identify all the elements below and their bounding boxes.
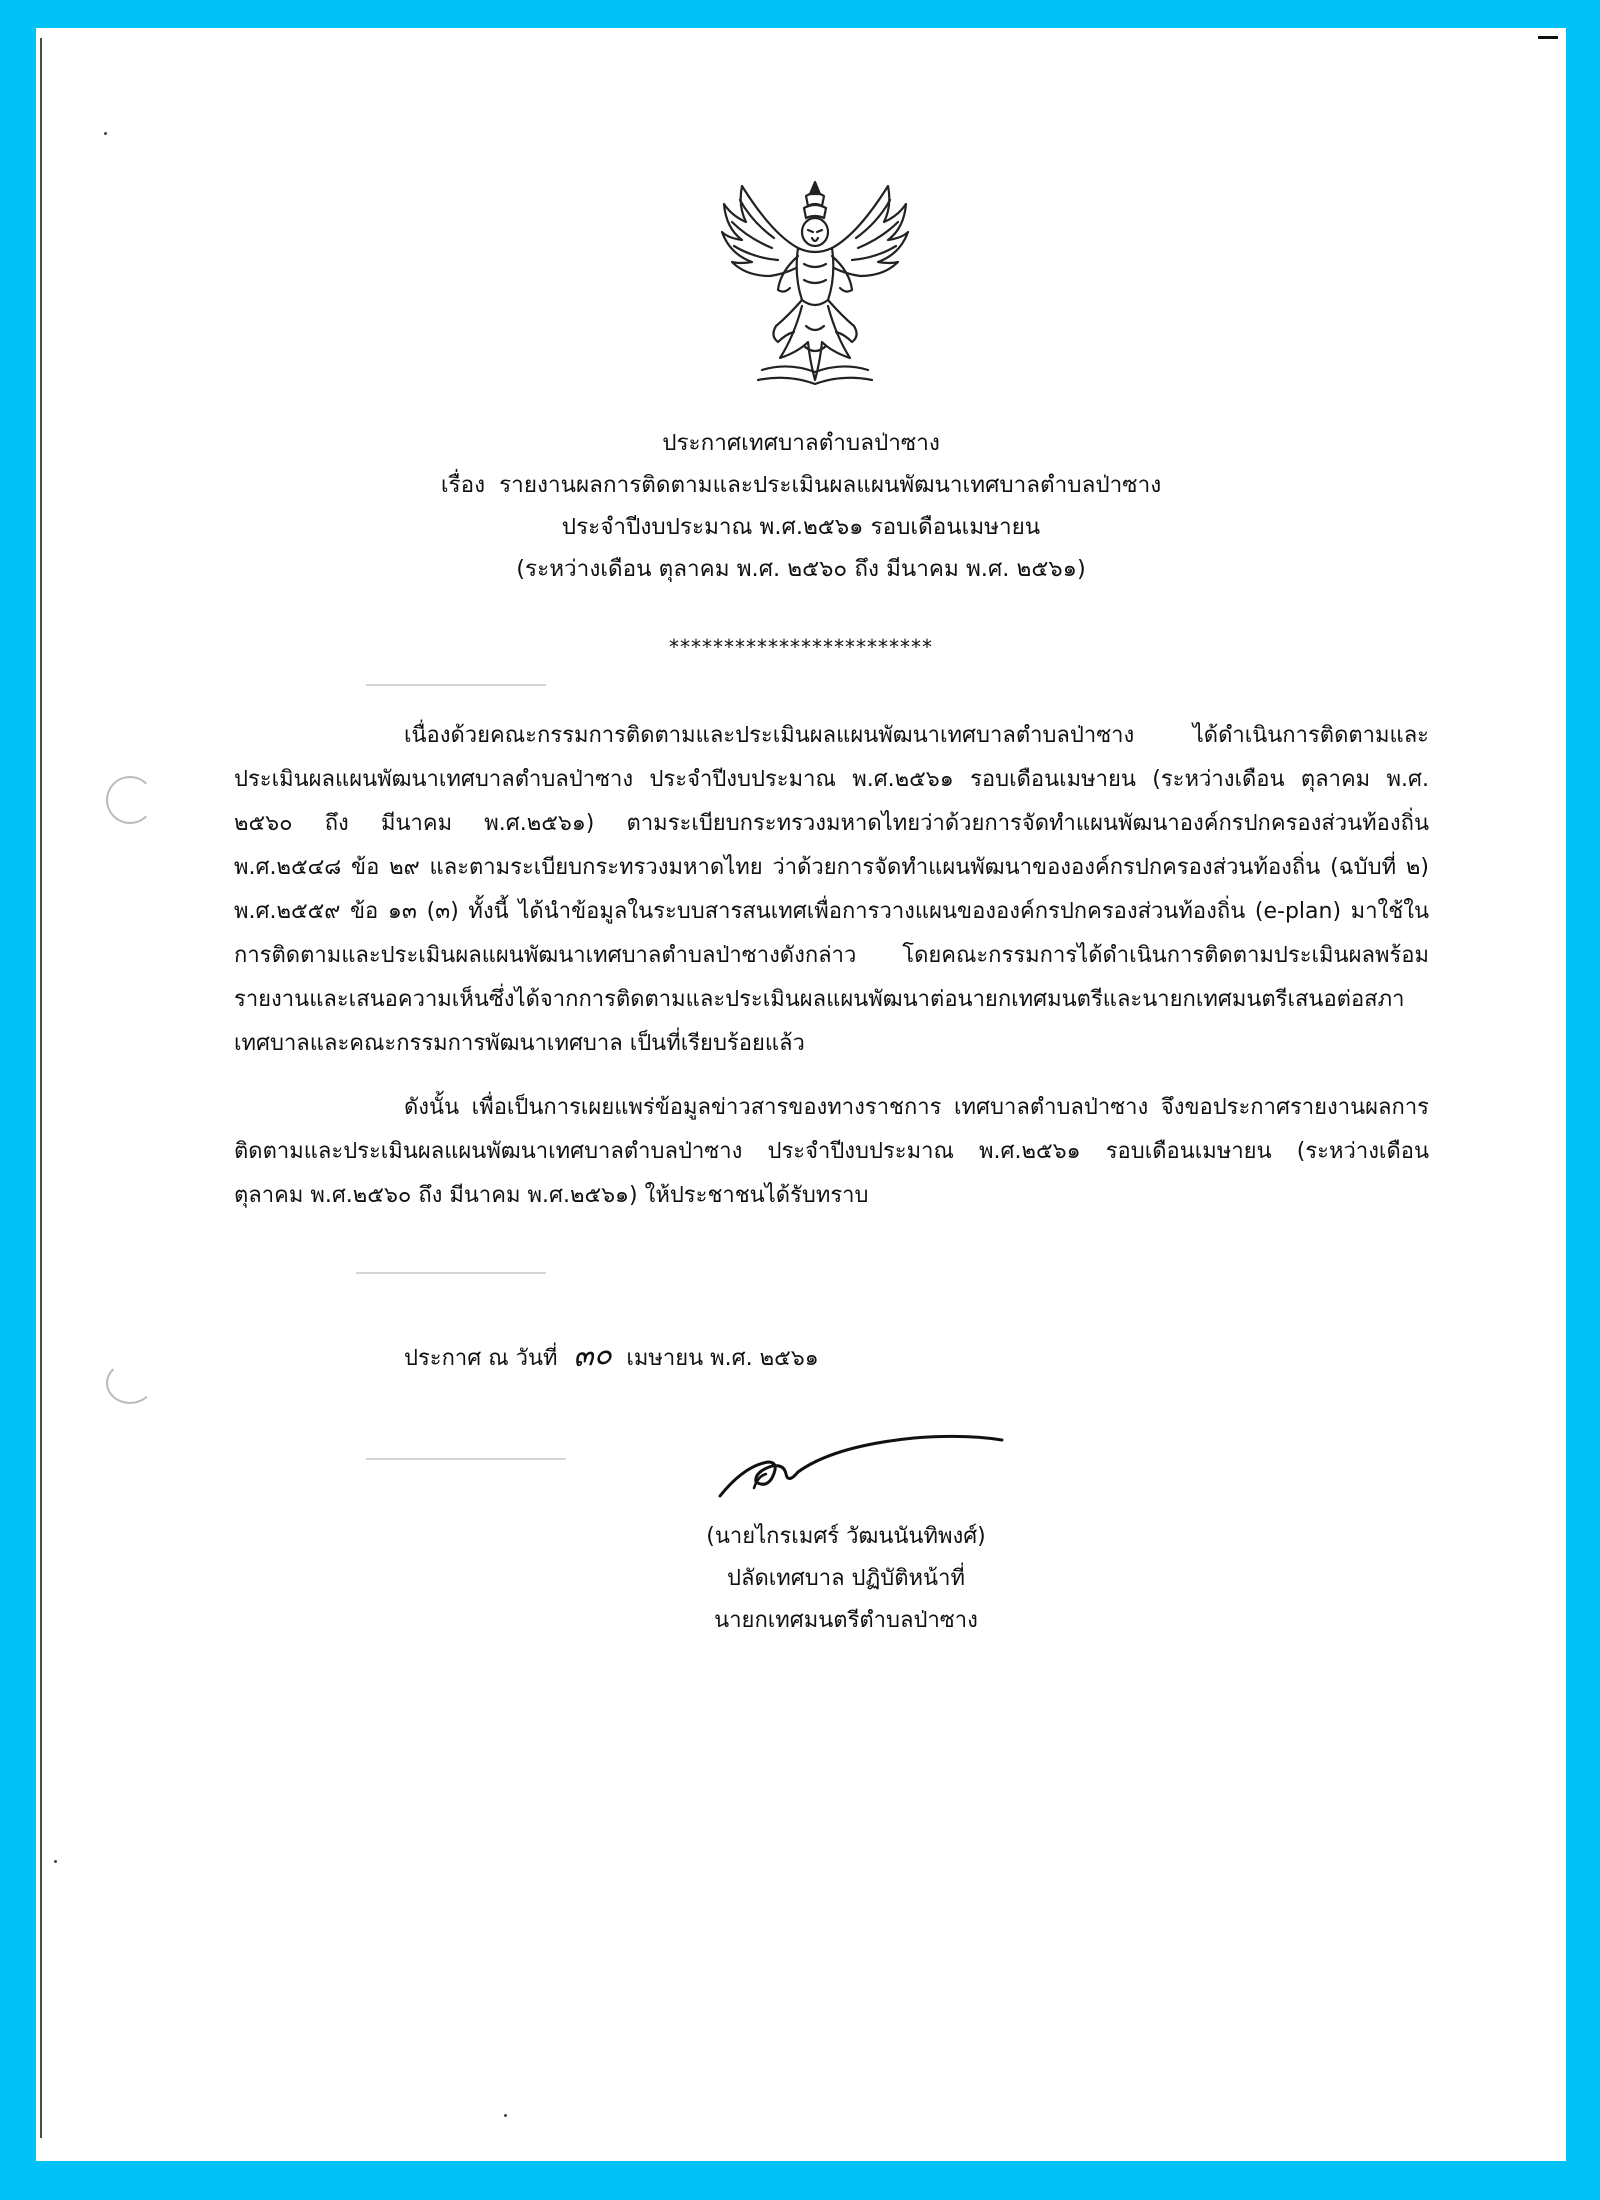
announcement-date: [404, 1336, 819, 1379]
scan-edge-line: [40, 38, 42, 2138]
fiscal-year-line: ประจำปีงบประมาณ พ.ศ.๒๕๖๑ รอบเดือนเมษายน: [561, 514, 1041, 540]
date-prefix: ประกาศ ณ วันที่: [404, 1346, 558, 1371]
document-page: [36, 28, 1566, 2161]
divider-stars: ************************: [669, 635, 933, 659]
signature-icon: [714, 1426, 1004, 1506]
announcement-title: ประกาศเทศบาลตำบลป่าซาง: [662, 430, 940, 456]
signer-position-1: ปลัดเทศบาล ปฏิบัติหน้าที่: [727, 1566, 965, 1591]
scan-speck: [104, 132, 107, 135]
period-line: (ระหว่างเดือน ตุลาคม พ.ศ. ๒๕๖๐ ถึง มีนาคม พ.ศ. ๒๕๖๑): [516, 556, 1086, 582]
garuda-emblem-icon: [718, 176, 912, 394]
subject-text: รายงานผลการติดตามและประเมินผลแผนพัฒนาเทศบาลตำบลป่าซาง: [499, 472, 1162, 498]
date-suffix: เมษายน พ.ศ. ๒๕๖๑: [626, 1346, 819, 1371]
signer-position-2: นายกเทศมนตรีตำบลป่าซาง: [714, 1608, 978, 1633]
signer-name: (นายไกรเมศร์ วัฒนนันทิพงศ์): [706, 1524, 986, 1549]
subject-line: [36, 464, 1566, 506]
punch-hole-mark: [106, 1362, 154, 1404]
body-content: [234, 714, 1429, 1218]
scan-speck: [504, 2114, 507, 2117]
punch-hole-mark: [106, 776, 154, 824]
body-paragraph-2: ดังนั้น เพื่อเป็นการเผยแพร่ข้อมูลข่าวสารของทางราชการ เทศบาลตำบลป่าซาง จึงขอประกาศรายงานผลการติดตามและประเมินผลแผนพัฒนาเทศบาลตำบลป่าซาง ประจำปีงบประมาณ พ.ศ.๒๕๖๑ รอบเดือนเมษายน (ระหว่างเดือน ตุลาคม พ.ศ.๒๕๖๐ ถึง มีนาคม พ.ศ.๒๕๖๑) ให้ประชาชนได้รับทราบ: [234, 1095, 1429, 1208]
subject-label: เรื่อง: [440, 472, 486, 498]
body-paragraph-1: เนื่องด้วยคณะกรรมการติดตามและประเมินผลแผนพัฒนาเทศบาลตำบลป่าซาง ได้ดำเนินการติดตามและประเมินผลแผนพัฒนาเทศบาลตำบลป่าซาง ประจำปีงบประมาณ พ.ศ.๒๕๖๑ รอบเดือนเมษายน (ระหว่างเดือน ตุลาคม พ.ศ. ๒๕๖๐ ถึง มีนาคม พ.ศ.๒๕๖๑) ตามระเบียบกระทรวงมหาดไทยว่าด้วยการจัดทำแผนพัฒนาองค์กรปกครองส่วนท้องถิ่น พ.ศ.๒๕๔๘ ข้อ ๒๙ และตามระเบียบกระทรวงมหาดไทย ว่าด้วยการจัดทำแผนพัฒนาขององค์กรปกครองส่วนท้องถิ่น (ฉบับที่ ๒) พ.ศ.๒๕๕๙ ข้อ ๑๓ (๓) ทั้งนี้ ได้นำข้อมูลในระบบสารสนเทศเพื่อการวางแผนขององค์กรปกครองส่วนท้องถิ่น (e-plan) มาใช้ในการติดตามและประเมินผลแผนพัฒนาเทศบาลตำบลป่าซางดังกล่าว โดยคณะกรรมการได้ดำเนินการติดตามประเมินผลพร้อมรายงานและเสนอความเห็นซึ่งได้จากการติดตามและประเมินผลแผนพัฒนาต่อนายกเทศมนตรีและนายกเทศมนตรีเสนอต่อสภาเทศบาลและคณะกรรมการพัฒนาเทศบาล เป็นที่เรียบร้อยแล้ว: [234, 723, 1429, 1056]
signer-block: [596, 1516, 1096, 1642]
scan-smudge: [366, 1458, 566, 1460]
announcement-header: [36, 422, 1566, 590]
scan-smudge: [366, 684, 546, 686]
scan-smudge: [356, 1272, 546, 1274]
corner-mark: [1538, 36, 1558, 39]
handwritten-day: ๓๐: [571, 1336, 613, 1375]
scan-speck: [54, 1860, 57, 1863]
